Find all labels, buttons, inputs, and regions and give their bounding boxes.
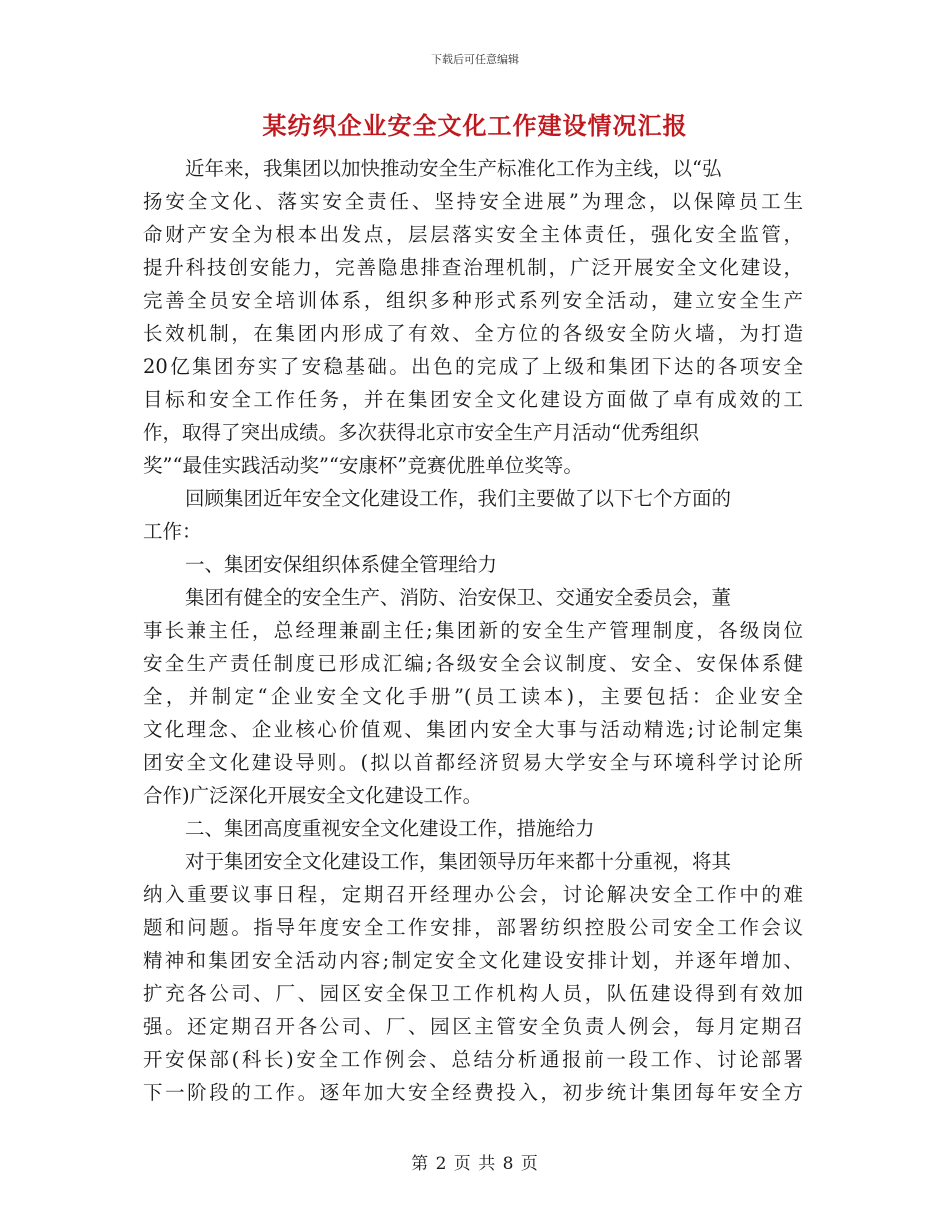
body-line: 纳入重要议事日程，定期召开经理办公会，讨论解决安全工作中的难: [143, 883, 803, 906]
body-line: 开安保部(科长)安全工作例会、总结分析通报前一段工作、讨论部署: [143, 1048, 803, 1071]
body-line: 精神和集团安全活动内容;制定安全文化建设安排计划，并逐年增加、: [143, 949, 803, 972]
section-heading: 二、集团高度重视安全文化建设工作，措施给力: [185, 817, 595, 840]
body-line: 20亿集团夯实了安稳基础。出色的完成了上级和集团下达的各项安全: [143, 355, 803, 378]
body-line: 事长兼主任，总经理兼副主任;集团新的安全生产管理制度，各级岗位: [143, 619, 803, 642]
page-number: 第 2 页 共 8 页: [411, 1154, 539, 1174]
body-line: 强。还定期召开各公司、厂、园区主管安全负责人例会，每月定期召: [143, 1015, 803, 1038]
body-line: 扩充各公司、厂、园区安全保卫工作机构人员，队伍建设得到有效加: [143, 982, 803, 1005]
body-line: 命财产安全为根本出发点，层层落实安全主体责任，强化安全监管，: [143, 223, 803, 246]
document-body: [143, 152, 803, 1109]
page-header-note: 下载后可任意编辑: [431, 53, 519, 66]
body-line: 提升科技创安能力，完善隐患排查治理机制，广泛开展安全文化建设，: [143, 256, 803, 279]
body-line: 安全生产责任制度已形成汇编;各级安全会议制度、安全、安保体系健: [143, 652, 803, 675]
body-line: 对于集团安全文化建设工作，集团领导历年来都十分重视，将其: [185, 850, 732, 873]
body-line: 扬安全文化、落实安全责任、坚持安全进展”为理念，以保障员工生: [143, 190, 803, 213]
section-heading: 一、集团安保组织体系健全管理给力: [185, 553, 498, 576]
body-line: 回顾集团近年安全文化建设工作，我们主要做了以下七个方面的: [185, 487, 732, 510]
body-line: 团安全文化建设导则。(拟以首都经济贸易大学安全与环境科学讨论所: [143, 751, 803, 774]
body-line: 全，并制定“企业安全文化手册”(员工读本)，主要包括：企业安全: [143, 685, 803, 708]
body-line: 近年来，我集团以加快推动安全生产标准化工作为主线，以“弘: [185, 157, 722, 180]
body-line: 完善全员安全培训体系，组织多种形式系列安全活动，建立安全生产: [143, 289, 803, 312]
body-line: 奖”“最佳实践活动奖”“安康杯”竞赛优胜单位奖等。: [143, 454, 583, 477]
body-line: 长效机制，在集团内形成了有效、全方位的各级安全防火墙，为打造: [143, 322, 803, 345]
document-title: 某纺织企业安全文化工作建设情况汇报: [262, 111, 688, 140]
body-line: 文化理念、企业核心价值观、集团内安全大事与活动精选;讨论制定集: [143, 718, 803, 741]
body-line: 作，取得了突出成绩。多次获得北京市安全生产月活动“优秀组织: [143, 421, 699, 444]
body-line: 下一阶段的工作。逐年加大安全经费投入，初步统计集团每年安全方: [143, 1081, 803, 1104]
body-line: 目标和安全工作任务，并在集团安全文化建设方面做了卓有成效的工: [143, 388, 803, 411]
body-line: 集团有健全的安全生产、消防、治安保卫、交通安全委员会，董: [185, 586, 732, 609]
body-line: 题和问题。指导年度安全工作安排，部署纺织控股公司安全工作会议: [143, 916, 803, 939]
body-line: 合作)广泛深化开展安全文化建设工作。: [143, 784, 483, 807]
body-line: 工作：: [143, 520, 202, 543]
